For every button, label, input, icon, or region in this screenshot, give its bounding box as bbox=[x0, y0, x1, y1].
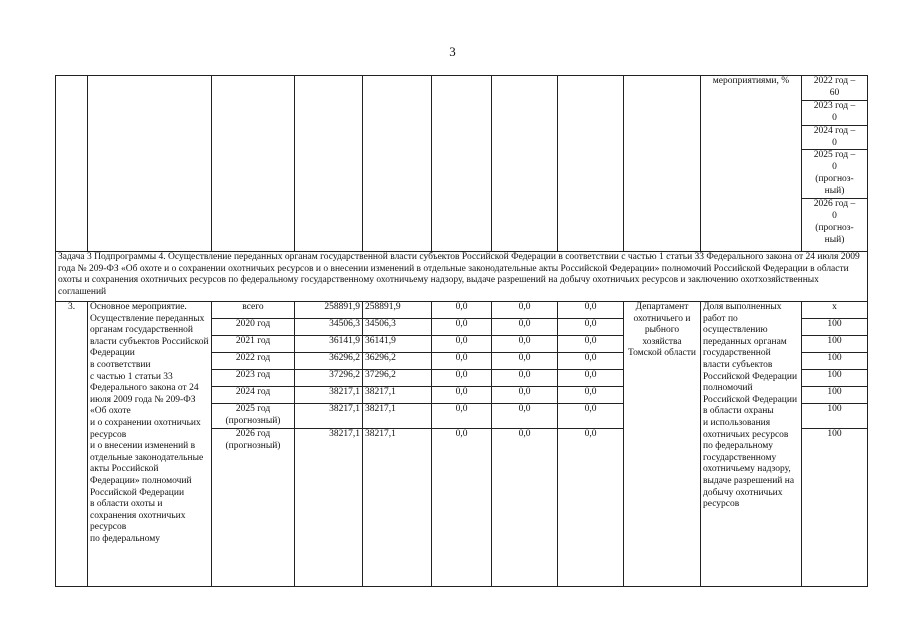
local-cell: 0,0 bbox=[492, 319, 558, 336]
local-cell: 0,0 bbox=[492, 387, 558, 404]
continuation-row bbox=[56, 76, 868, 252]
total-cell: 34506,3 bbox=[295, 319, 363, 336]
local-cell: 0,0 bbox=[492, 353, 558, 370]
federal-cell: 258891,9 bbox=[363, 302, 432, 319]
indicator-value: 2023 год – 0 bbox=[802, 101, 867, 126]
local-cell: 0,0 bbox=[492, 404, 558, 429]
federal-cell: 38217,1 bbox=[363, 387, 432, 404]
other-cell: 0,0 bbox=[558, 370, 624, 387]
indicator-value: 2024 год – 0 bbox=[802, 126, 867, 151]
other-cell: 0,0 bbox=[558, 387, 624, 404]
period-cell: 2020 год bbox=[212, 319, 295, 336]
cell-empty bbox=[363, 76, 432, 252]
page-number: 3 bbox=[449, 44, 456, 59]
task-text: Задача 3 Подпрограммы 4. Осуществление переданных органам государственной власти субъектов Российской Федерации в соответствии с частью 1 статьи 33 Федерального закона от 24 июля 2009 года № 209-ФЗ «Об охоте и о сохранении охотничьих ресурсов и о внесении изменений в отдельные законодательные акты Российской Федерации» полномочий Российской Федерации в области охоты и сохранения охотничьих ресурсов по федеральному государственному охотничьему надзору, выдаче разрешений на добычу охотничьих ресурсов и заключению охотхозяйственных соглашений bbox=[56, 252, 868, 302]
federal-cell: 36296,2 bbox=[363, 353, 432, 370]
total-cell: 37296,2 bbox=[295, 370, 363, 387]
total-cell: 38217,1 bbox=[295, 387, 363, 404]
federal-cell: 34506,3 bbox=[363, 319, 432, 336]
indicator-value-cell: 100 bbox=[802, 319, 868, 336]
local-cell: 0,0 bbox=[492, 302, 558, 319]
cell-empty bbox=[295, 76, 363, 252]
regional-cell: 0,0 bbox=[432, 429, 492, 587]
federal-cell: 37296,2 bbox=[363, 370, 432, 387]
task-row bbox=[56, 252, 868, 302]
regional-cell: 0,0 bbox=[432, 404, 492, 429]
other-cell: 0,0 bbox=[558, 404, 624, 429]
local-cell: 0,0 bbox=[492, 370, 558, 387]
total-cell: 258891,9 bbox=[295, 302, 363, 319]
indicator-value-cell: 100 bbox=[802, 429, 868, 587]
indicator-value: 2025 год – 0 (прогноз- ный) bbox=[802, 150, 867, 199]
federal-cell: 36141,9 bbox=[363, 336, 432, 353]
federal-cell: 38217,1 bbox=[363, 404, 432, 429]
regional-cell: 0,0 bbox=[432, 302, 492, 319]
total-cell: 38217,1 bbox=[295, 404, 363, 429]
measure-number: 3. bbox=[56, 302, 88, 587]
cell-empty bbox=[212, 76, 295, 252]
cell-empty bbox=[492, 76, 558, 252]
indicator-values bbox=[802, 76, 868, 252]
indicator-value-cell: 100 bbox=[802, 387, 868, 404]
regional-cell: 0,0 bbox=[432, 336, 492, 353]
total-cell: 36296,2 bbox=[295, 353, 363, 370]
other-cell: 0,0 bbox=[558, 336, 624, 353]
indicator-value-cell: 100 bbox=[802, 404, 868, 429]
federal-cell: 38217,1 bbox=[363, 429, 432, 587]
indicator-value-cell: х bbox=[802, 302, 868, 319]
period-cell: 2023 год bbox=[212, 370, 295, 387]
measure-name: Основное мероприятие. Осуществление переданных органам государственной власти субъектов Российской Федерации в соответствии с частью 1 статьи 33 Федерального закона от 24 июля 2009 года № 209-ФЗ «Об охоте и о сохранении охотничьих ресурсов и о внесении изменений в отдельные законодательные акты Российской Федерации» полномочий Российской Федерации в области охоты и сохранения охотничьих ресурсов по федеральному bbox=[88, 302, 212, 587]
cell-empty bbox=[56, 76, 88, 252]
program-table bbox=[55, 75, 868, 587]
period-cell: 2022 год bbox=[212, 353, 295, 370]
indicator-value: 2022 год – 60 bbox=[802, 76, 867, 101]
other-cell: 0,0 bbox=[558, 429, 624, 587]
regional-cell: 0,0 bbox=[432, 370, 492, 387]
cell-empty bbox=[558, 76, 624, 252]
period-cell: 2025 год (прогнозный) bbox=[212, 404, 295, 429]
total-cell: 36141,9 bbox=[295, 336, 363, 353]
executor: Департамент охотничьего и рыбного хозяйства Томской области bbox=[624, 302, 701, 587]
regional-cell: 0,0 bbox=[432, 387, 492, 404]
regional-cell: 0,0 bbox=[432, 319, 492, 336]
indicator-name: Доля выполненных работ по осуществлению переданных органам государственной власти субъектов Российской Федерации полномочий Российской Федерации в области охраны и использования охотничьих ресурсов по федеральному государственному охотничьему надзору, выдаче разрешений на добычу охотничьих ресурсов bbox=[701, 302, 802, 587]
indicator-value: 2026 год – 0 (прогноз- ный) bbox=[813, 199, 856, 245]
period-cell: 2024 год bbox=[212, 387, 295, 404]
indicator-value-cell: 100 bbox=[802, 353, 868, 370]
indicator-label: мероприятиями, % bbox=[701, 76, 802, 252]
indicator-value-cell: 100 bbox=[802, 336, 868, 353]
indicator-value-cell: 100 bbox=[802, 370, 868, 387]
cell-empty bbox=[432, 76, 492, 252]
total-cell: 38217,1 bbox=[295, 429, 363, 587]
other-cell: 0,0 bbox=[558, 319, 624, 336]
regional-cell: 0,0 bbox=[432, 353, 492, 370]
table-row bbox=[56, 302, 868, 319]
local-cell: 0,0 bbox=[492, 336, 558, 353]
local-cell: 0,0 bbox=[492, 429, 558, 587]
period-cell: всего bbox=[212, 302, 295, 319]
other-cell: 0,0 bbox=[558, 353, 624, 370]
period-cell: 2021 год bbox=[212, 336, 295, 353]
cell-empty bbox=[624, 76, 701, 252]
period-cell: 2026 год (прогнозный) bbox=[212, 429, 295, 587]
cell-empty bbox=[88, 76, 212, 252]
other-cell: 0,0 bbox=[558, 302, 624, 319]
